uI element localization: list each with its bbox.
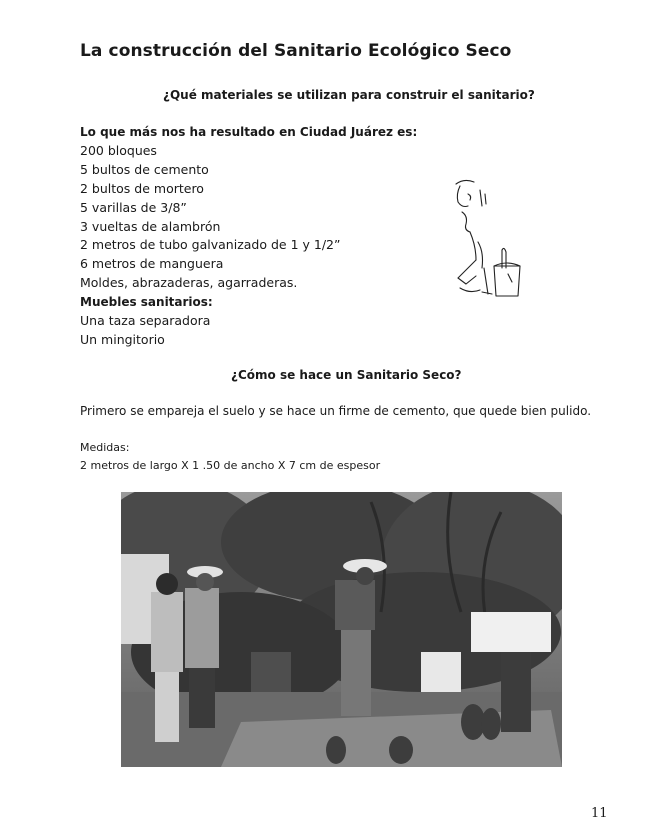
materials-intro: Lo que más nos ha resultado en Ciudad Juárez es:: [80, 125, 418, 139]
material-item: Moldes, abrazaderas, agarraderas.: [80, 275, 298, 291]
material-item: 5 varillas de 3/8”: [80, 199, 187, 215]
material-item: 2 metros de tubo galvanizado de 1 y 1/2”: [80, 237, 341, 253]
construction-site-photo: [121, 492, 562, 767]
material-item: 6 metros de manguera: [80, 256, 224, 272]
material-item: 5 bultos de cemento: [80, 161, 209, 177]
material-item: 2 bultos de mortero: [80, 180, 204, 196]
furniture-heading: Muebles sanitarios:: [80, 295, 213, 310]
worker-sketch-illustration: [446, 172, 526, 312]
furniture-item: Una taza separadora: [80, 313, 211, 329]
page-title: La construcción del Sanitario Ecológico Seco: [80, 41, 512, 61]
materials-question: ¿Qué materiales se utilizan para construir el sanitario?: [163, 88, 535, 102]
furniture-item: Un mingitorio: [80, 331, 165, 347]
photo-scene: [121, 492, 562, 767]
measures-value: 2 metros de largo X 1 .50 de ancho X 7 cm de espesor: [80, 459, 381, 472]
material-item: 200 bloques: [80, 142, 157, 158]
material-item: 3 vueltas de alambrón: [80, 218, 221, 234]
measures-label: Medidas:: [80, 441, 130, 454]
how-question: ¿Cómo se hace un Sanitario Seco?: [231, 368, 462, 382]
step-one-paragraph: Primero se empareja el suelo y se hace un firme de cemento, que quede bien pulido.: [80, 404, 592, 418]
page-number: 11: [591, 806, 608, 821]
materials-list: [80, 123, 417, 350]
